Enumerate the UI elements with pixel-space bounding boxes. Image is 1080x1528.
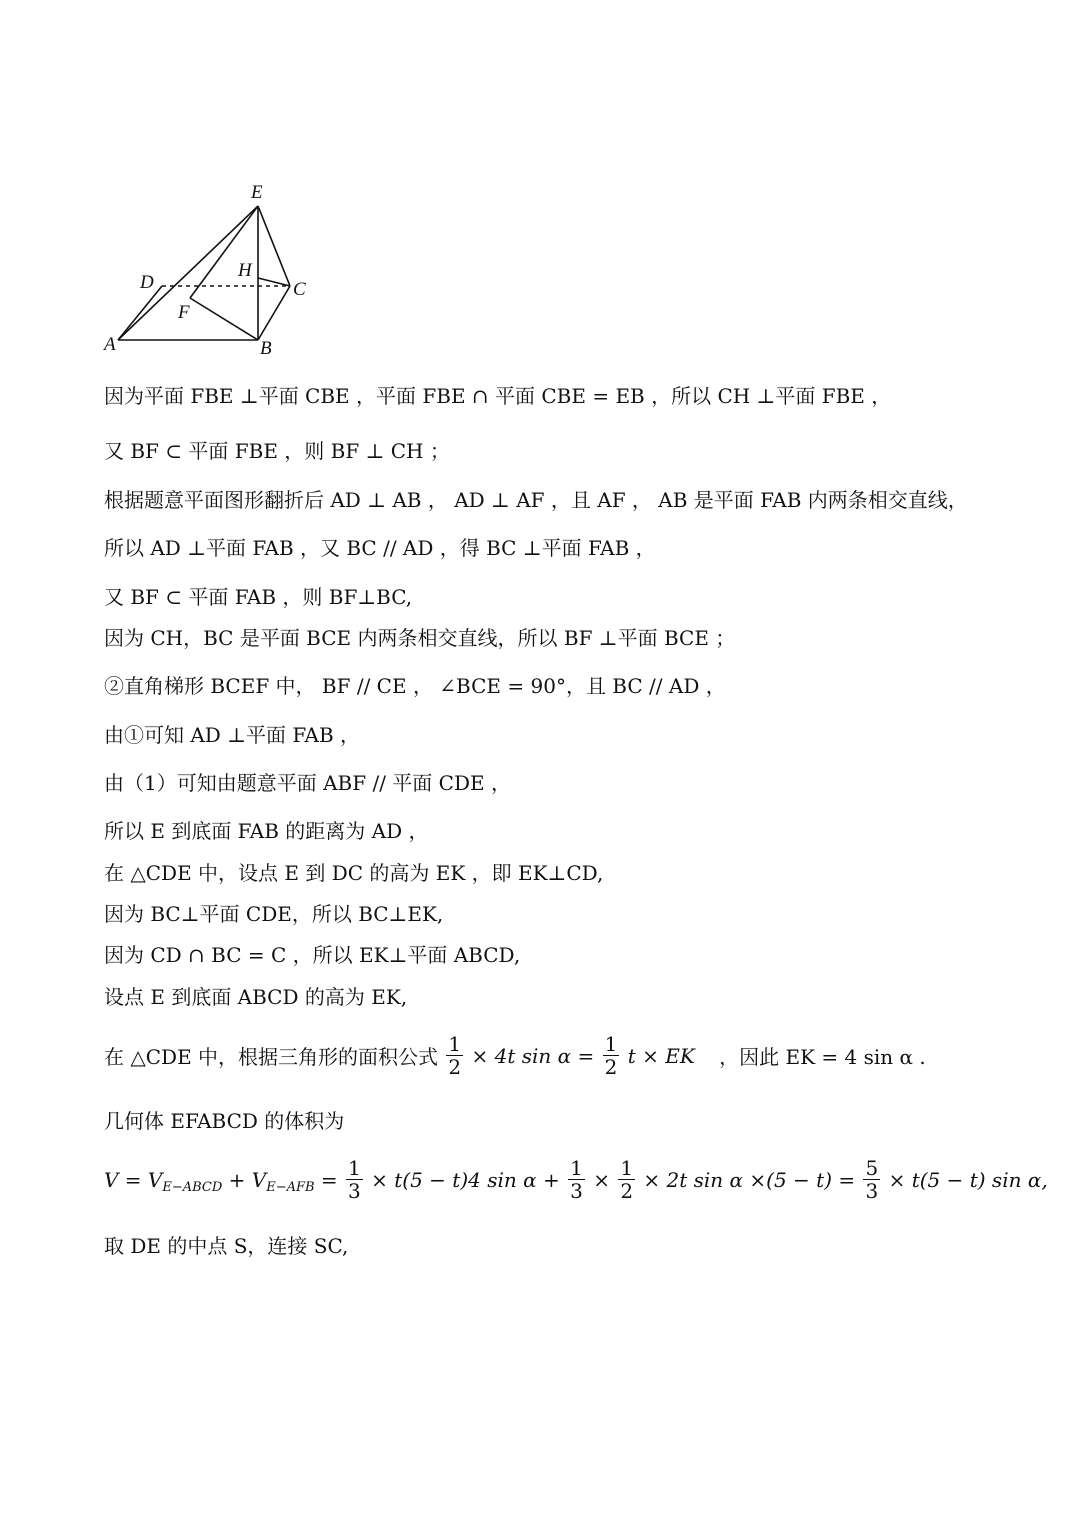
proof-line: ②直角梯形 BCEF 中， BF // CE ， ∠BCE = 90°，且 BC // AD ， [104, 674, 726, 698]
volume-term-3: × 2t sin α ×(5 − t) = [643, 1167, 856, 1192]
fraction-one-half [446, 1033, 463, 1078]
proof-line: 因为 CH，BC 是平面 BCE 内两条相交直线，所以 BF ⊥平面 BCE ； [104, 626, 736, 650]
fraction-one-third [346, 1157, 363, 1202]
proof-line: 因为 CD ∩ BC = C ，所以 EK⊥平面 ABCD, [104, 943, 521, 967]
volume-term-1: × t(5 − t)4 sin α + [371, 1167, 560, 1192]
proof-line: 又 BF ⊂ 平面 FAB ，则 BF⊥BC, [104, 585, 413, 609]
fraction-denominator: 2 [604, 1055, 618, 1079]
volume-term-2: × [593, 1167, 610, 1192]
fraction-one-third [568, 1157, 585, 1202]
fraction-denominator: 2 [620, 1179, 634, 1203]
label-e: E [251, 182, 263, 203]
fraction-numerator: 1 [348, 1156, 361, 1180]
fraction-denominator: 3 [570, 1179, 583, 1203]
area-formula-line [104, 1033, 926, 1078]
label-a: A [104, 334, 116, 355]
label-d: D [140, 272, 154, 293]
edge-ef [190, 206, 258, 298]
area-suffix: ，因此 EK = 4 sin α . [719, 1045, 926, 1069]
area-term-1: × 4t sin α = [471, 1043, 595, 1068]
fraction-denominator: 2 [448, 1055, 462, 1079]
area-prefix: 在 △CDE 中，根据三角形的面积公式 [104, 1045, 439, 1069]
fraction-one-half [618, 1157, 635, 1202]
subscript-e-afb: E−AFB [266, 1180, 315, 1195]
edge-hc [258, 278, 290, 286]
proof-line: 设点 E 到底面 ABCD 的高为 EK, [104, 985, 408, 1009]
solid-geometry-figure [100, 178, 340, 363]
fraction-numerator: 1 [570, 1156, 583, 1180]
volume-equals: = [320, 1167, 338, 1192]
fraction-numerator: 1 [448, 1032, 462, 1056]
volume-intro: 几何体 EFABCD 的体积为 [104, 1109, 345, 1133]
volume-term-4: × t(5 − t) sin α, [888, 1167, 1048, 1192]
edge-ad [118, 286, 162, 340]
volume-formula-line [104, 1157, 1048, 1202]
fraction-denominator: 3 [865, 1179, 879, 1203]
fraction-numerator: 5 [865, 1156, 879, 1180]
fraction-five-thirds [863, 1157, 880, 1202]
proof-line: 在 △CDE 中，设点 E 到 DC 的高为 EK ，即 EK⊥CD, [104, 861, 604, 885]
edge-bc [258, 286, 290, 340]
proof-line: 又 BF ⊂ 平面 FBE ，则 BF ⊥ CH ； [104, 439, 450, 463]
label-f: F [178, 302, 190, 323]
fraction-numerator: 1 [620, 1156, 634, 1180]
volume-plus-v: + V [228, 1167, 267, 1192]
label-b: B [260, 338, 272, 359]
edge-fb [190, 298, 258, 340]
label-c: C [293, 279, 306, 300]
label-h: H [238, 260, 252, 281]
figure-svg [100, 178, 340, 363]
proof-line: 所以 E 到底面 FAB 的距离为 AD ， [104, 819, 429, 843]
fraction-one-half [603, 1033, 620, 1078]
subscript-e-abcd: E−ABCD [162, 1180, 223, 1195]
proof-line: 因为 BC⊥平面 CDE，所以 BC⊥EK, [104, 902, 444, 926]
fraction-denominator: 3 [348, 1179, 361, 1203]
fraction-numerator: 1 [604, 1032, 618, 1056]
edge-ec [258, 206, 290, 286]
area-term-2: t × EK [627, 1043, 695, 1068]
proof-line: 根据题意平面图形翻折后 AD ⊥ AB ， AD ⊥ AF ，且 AF ， AB 是平面 FAB 内两条相交直线， [104, 488, 968, 512]
proof-line-last: 取 DE 的中点 S，连接 SC, [104, 1234, 349, 1258]
proof-line: 由（1）可知由题意平面 ABF // 平面 CDE ， [104, 771, 511, 795]
proof-line: 所以 AD ⊥平面 FAB ，又 BC // AD ，得 BC ⊥平面 FAB ， [104, 536, 656, 560]
volume-v: V = V [104, 1167, 163, 1192]
proof-line: 由①可知 AD ⊥平面 FAB ， [104, 723, 360, 747]
proof-line: 因为平面 FBE ⊥平面 CBE ，平面 FBE ∩ 平面 CBE = EB ，所以 CH ⊥平面 FBE ， [104, 384, 892, 408]
